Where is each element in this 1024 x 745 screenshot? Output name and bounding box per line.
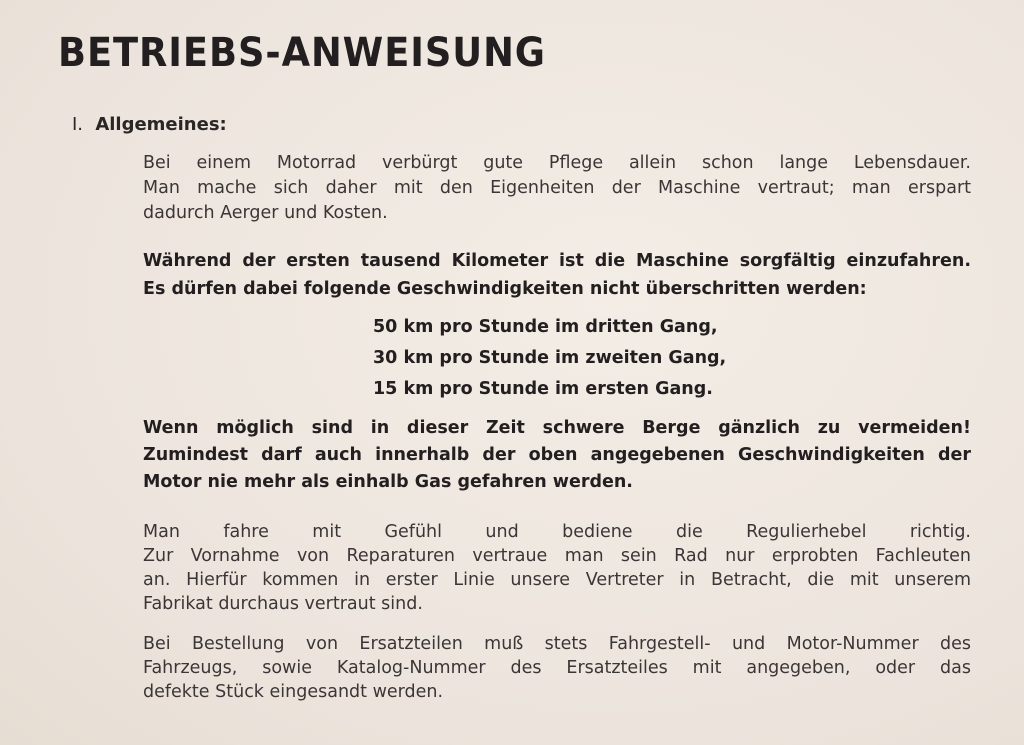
text-line: Fabrikat durchaus vertraut sind. [143,594,423,614]
page-title: BETRIEBS-ANWEISUNG [58,30,546,76]
speed-list [373,312,726,405]
text-line: Zur Vornahme von Reparaturen vertraue man sein Rad nur erprobten Fachleuten [143,546,971,566]
section-title: Allgemeines: [95,114,227,135]
paragraph-spare-parts [143,632,971,704]
paragraph-break-in [143,247,971,303]
speed-item: 15 km pro Stunde im ersten Gang. [373,379,713,399]
paragraph-repairs [143,520,971,616]
paragraph-hills-warning [143,415,971,496]
text-line: Motor nie mehr als einhalb Gas gefahren werden. [143,472,633,492]
text-line: Man mache sich daher mit den Eigenheiten der Maschine vertraut; man erspart [143,178,971,198]
text-line: dadurch Aerger und Kosten. [143,203,388,223]
text-line: Wenn möglich sind in dieser Zeit schwere Berge gänzlich zu vermeiden! [143,418,971,438]
paragraph-care [143,151,971,226]
text-line: Man fahre mit Gefühl und bediene die Regulierhebel richtig. [143,522,971,542]
text-line: Fahrzeugs, sowie Katalog-Nummer des Ersatzteiles mit angegeben, oder das [143,658,971,678]
speed-item: 50 km pro Stunde im dritten Gang, [373,317,718,337]
text-line: Es dürfen dabei folgende Geschwindigkeiten nicht überschritten werden: [143,279,867,299]
text-line: defekte Stück eingesandt werden. [143,682,444,702]
text-line: Bei Bestellung von Ersatzteilen muß stets Fahrgestell- und Motor-Nummer des [143,634,971,654]
text-line: Zumindest darf auch innerhalb der oben angegebenen Geschwindigkeiten der [143,445,971,465]
speed-item: 30 km pro Stunde im zweiten Gang, [373,348,727,368]
text-line: Bei einem Motorrad verbürgt gute Pflege allein schon lange Lebensdauer. [143,153,971,173]
text-line: Während der ersten tausend Kilometer ist die Maschine sorgfältig einzufahren. [143,251,971,271]
section-heading [72,114,227,135]
section-number: I. [72,114,84,135]
text-line: an. Hierfür kommen in erster Linie unsere Vertreter in Betracht, die mit unserem [143,570,971,590]
